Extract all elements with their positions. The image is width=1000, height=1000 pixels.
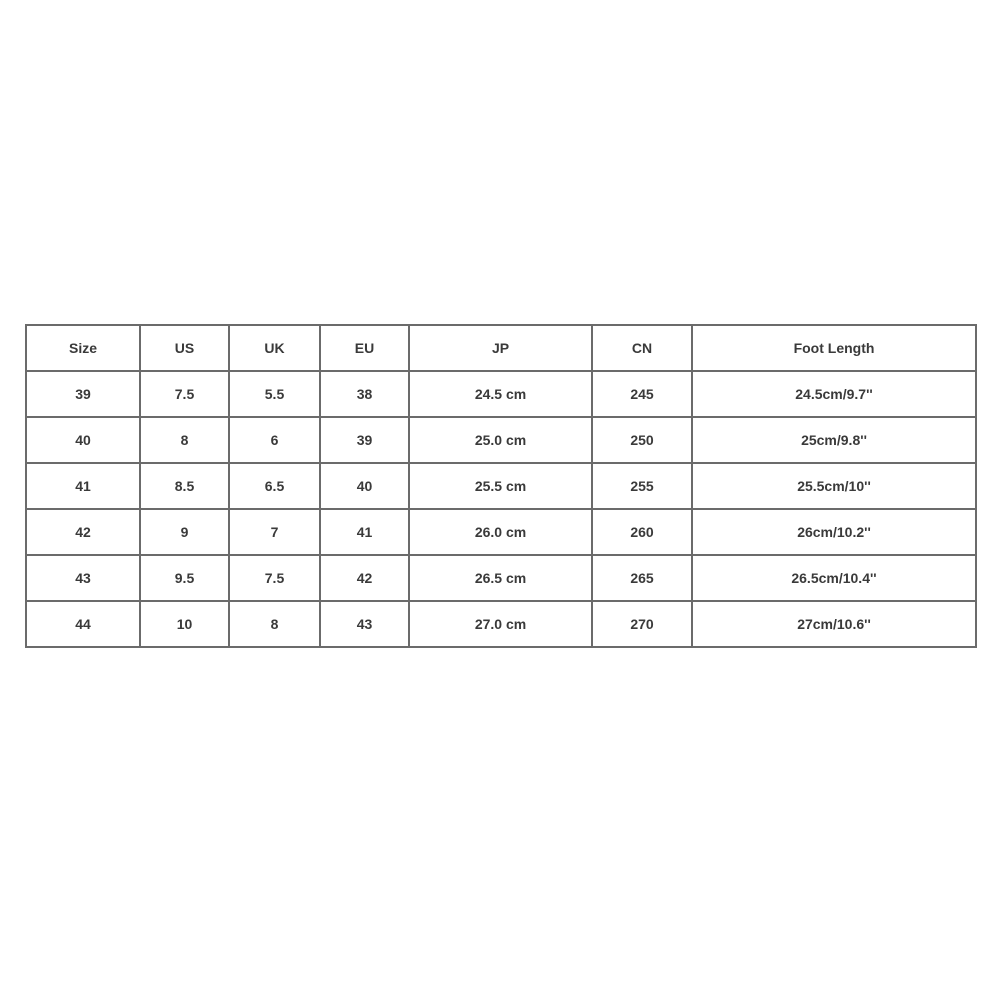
cell-jp: 25.0 cm bbox=[409, 417, 592, 463]
cell-eu: 43 bbox=[320, 601, 409, 647]
cell-size: 43 bbox=[26, 555, 140, 601]
cell-uk: 6 bbox=[229, 417, 320, 463]
cell-eu: 39 bbox=[320, 417, 409, 463]
cell-us: 8 bbox=[140, 417, 229, 463]
cell-size: 42 bbox=[26, 509, 140, 555]
cell-foot-length: 25cm/9.8'' bbox=[692, 417, 976, 463]
header-size: Size bbox=[26, 325, 140, 371]
cell-foot-length: 25.5cm/10'' bbox=[692, 463, 976, 509]
cell-us: 9 bbox=[140, 509, 229, 555]
cell-us: 8.5 bbox=[140, 463, 229, 509]
table-row bbox=[26, 371, 976, 417]
cell-jp: 24.5 cm bbox=[409, 371, 592, 417]
cell-uk: 7.5 bbox=[229, 555, 320, 601]
cell-uk: 7 bbox=[229, 509, 320, 555]
cell-cn: 250 bbox=[592, 417, 692, 463]
table-header bbox=[26, 325, 976, 371]
cell-size: 39 bbox=[26, 371, 140, 417]
cell-size: 40 bbox=[26, 417, 140, 463]
cell-cn: 255 bbox=[592, 463, 692, 509]
header-uk: UK bbox=[229, 325, 320, 371]
header-row bbox=[26, 325, 976, 371]
cell-cn: 245 bbox=[592, 371, 692, 417]
cell-us: 7.5 bbox=[140, 371, 229, 417]
cell-uk: 6.5 bbox=[229, 463, 320, 509]
table-body bbox=[26, 371, 976, 647]
table-row bbox=[26, 463, 976, 509]
cell-size: 41 bbox=[26, 463, 140, 509]
cell-jp: 25.5 cm bbox=[409, 463, 592, 509]
table-row bbox=[26, 555, 976, 601]
header-eu: EU bbox=[320, 325, 409, 371]
size-chart-table bbox=[25, 324, 977, 648]
header-us: US bbox=[140, 325, 229, 371]
cell-size: 44 bbox=[26, 601, 140, 647]
header-foot-length: Foot Length bbox=[692, 325, 976, 371]
cell-cn: 260 bbox=[592, 509, 692, 555]
cell-uk: 8 bbox=[229, 601, 320, 647]
cell-foot-length: 27cm/10.6'' bbox=[692, 601, 976, 647]
cell-us: 9.5 bbox=[140, 555, 229, 601]
table-row bbox=[26, 417, 976, 463]
table-row bbox=[26, 509, 976, 555]
cell-jp: 27.0 cm bbox=[409, 601, 592, 647]
cell-eu: 38 bbox=[320, 371, 409, 417]
cell-eu: 40 bbox=[320, 463, 409, 509]
cell-uk: 5.5 bbox=[229, 371, 320, 417]
cell-jp: 26.5 cm bbox=[409, 555, 592, 601]
cell-cn: 265 bbox=[592, 555, 692, 601]
cell-eu: 41 bbox=[320, 509, 409, 555]
table-row bbox=[26, 601, 976, 647]
cell-us: 10 bbox=[140, 601, 229, 647]
cell-jp: 26.0 cm bbox=[409, 509, 592, 555]
cell-cn: 270 bbox=[592, 601, 692, 647]
cell-foot-length: 26.5cm/10.4'' bbox=[692, 555, 976, 601]
cell-foot-length: 24.5cm/9.7'' bbox=[692, 371, 976, 417]
header-jp: JP bbox=[409, 325, 592, 371]
cell-foot-length: 26cm/10.2'' bbox=[692, 509, 976, 555]
header-cn: CN bbox=[592, 325, 692, 371]
cell-eu: 42 bbox=[320, 555, 409, 601]
